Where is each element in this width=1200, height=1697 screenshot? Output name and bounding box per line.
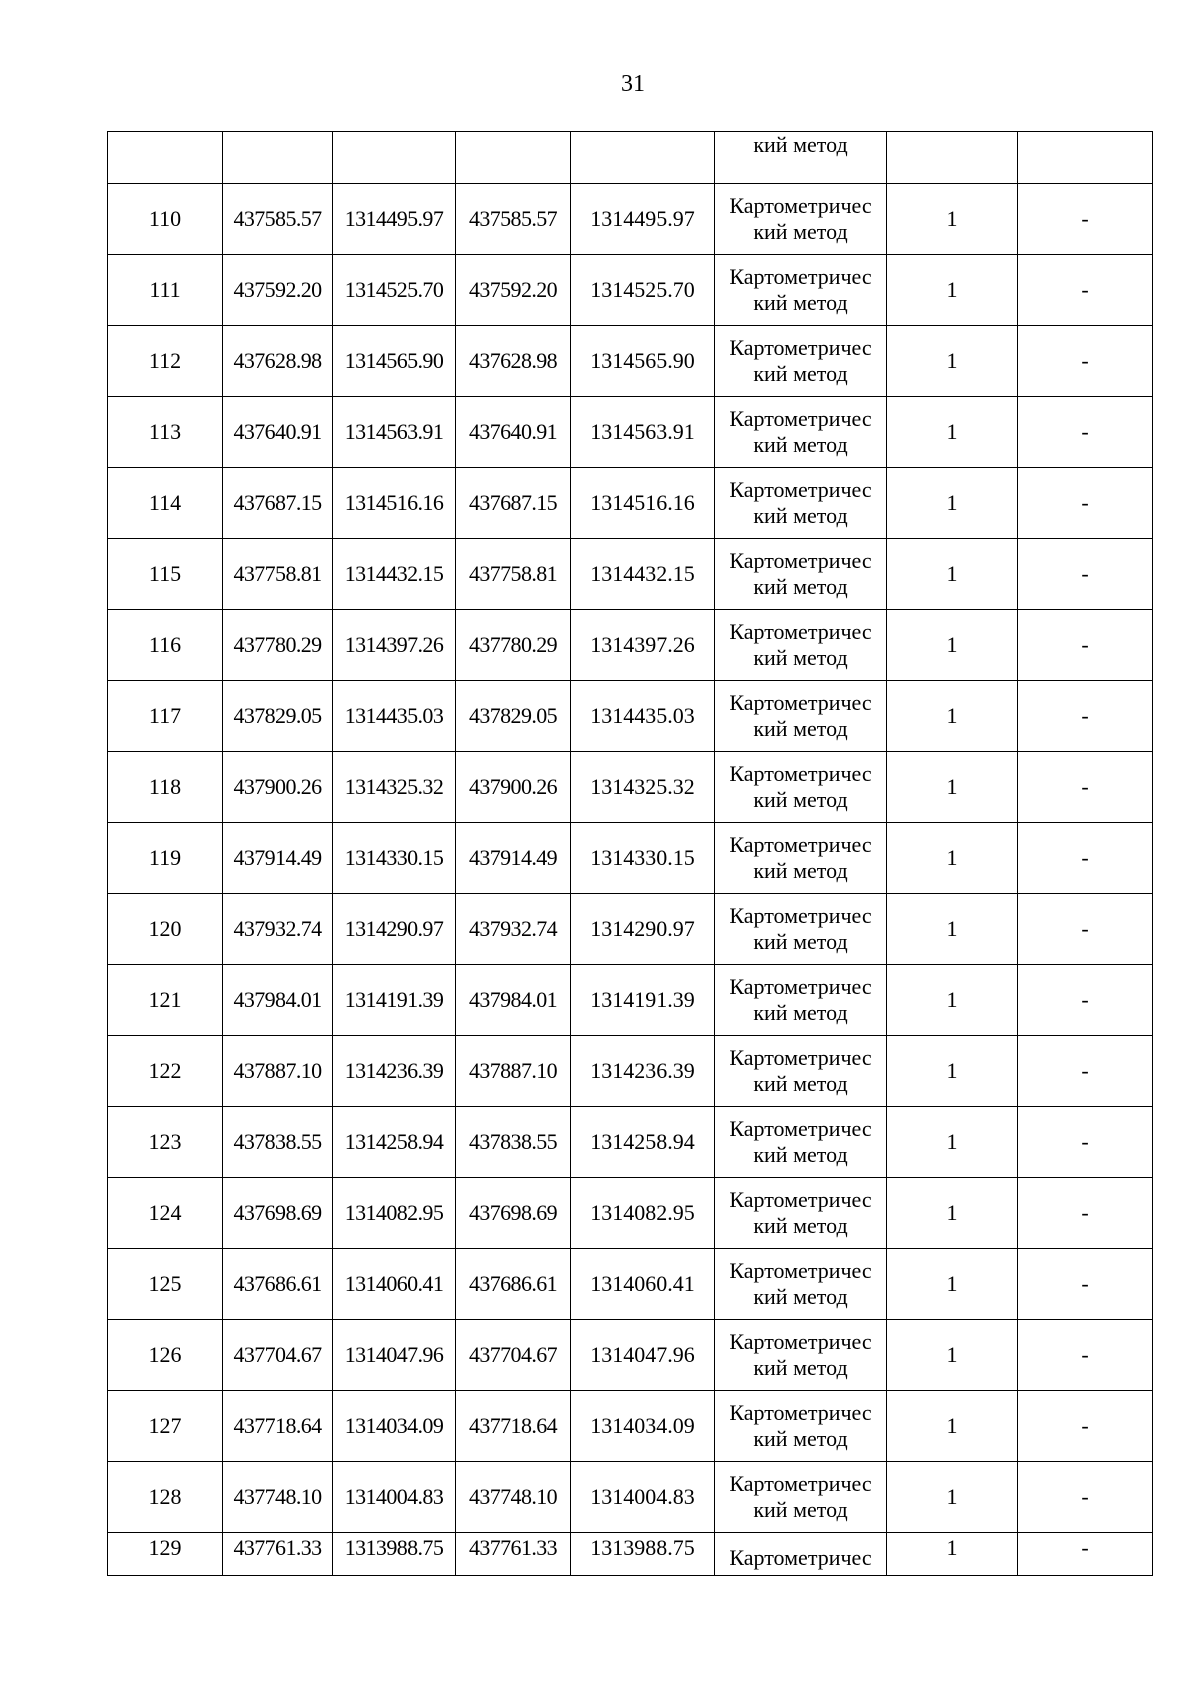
method-text-line: кий метод xyxy=(753,361,848,386)
x2-cell: 437932.74 xyxy=(456,894,571,965)
accuracy-cell: 1 xyxy=(887,681,1018,752)
y1-cell: 1314330.15 xyxy=(333,823,456,894)
x2-cell: 437585.57 xyxy=(456,184,571,255)
y2-cell: 1314397.26 xyxy=(571,610,715,681)
x2-cell: 437984.01 xyxy=(456,965,571,1036)
table-row xyxy=(108,1462,1153,1533)
x2-cell: 437914.49 xyxy=(456,823,571,894)
x1-cell: 437829.05 xyxy=(223,681,333,752)
note-cell: - xyxy=(1018,1533,1153,1576)
method-text-line: Картометричес xyxy=(729,832,872,857)
point-number-cell: 117 xyxy=(108,681,223,752)
note-cell: - xyxy=(1018,255,1153,326)
method-text-line: кий метод xyxy=(753,645,848,670)
y2-cell: 1314325.32 xyxy=(571,752,715,823)
method-cell xyxy=(715,184,887,255)
method-cell xyxy=(715,1533,887,1576)
method-text-line: Картометричес xyxy=(729,1116,872,1141)
y1-cell: 1314034.09 xyxy=(333,1391,456,1462)
table-row xyxy=(108,1320,1153,1391)
table-row xyxy=(108,894,1153,965)
note-cell: - xyxy=(1018,397,1153,468)
point-number-cell: 112 xyxy=(108,326,223,397)
table-row xyxy=(108,1107,1153,1178)
x2-cell: 437838.55 xyxy=(456,1107,571,1178)
method-text-line: кий метод xyxy=(753,787,848,812)
y2-cell: 1314432.15 xyxy=(571,539,715,610)
method-text-line: кий метод xyxy=(753,1497,848,1522)
y1-cell: 1314236.39 xyxy=(333,1036,456,1107)
point-number-cell: 111 xyxy=(108,255,223,326)
method-text-line: кий метод xyxy=(753,1142,848,1167)
method-text-line: Картометричес xyxy=(729,1258,872,1283)
method-text-line: Картометричес xyxy=(729,264,872,289)
x1-cell: 437640.91 xyxy=(223,397,333,468)
point-number-cell: 116 xyxy=(108,610,223,681)
table-row xyxy=(108,1249,1153,1320)
table-row xyxy=(108,184,1153,255)
point-number-cell: 123 xyxy=(108,1107,223,1178)
accuracy-cell: 1 xyxy=(887,468,1018,539)
x2-cell: 437640.91 xyxy=(456,397,571,468)
note-cell: - xyxy=(1018,965,1153,1036)
table-row xyxy=(108,1533,1153,1576)
method-text-line: кий метод xyxy=(753,432,848,457)
x1-cell: 437914.49 xyxy=(223,823,333,894)
note-cell: - xyxy=(1018,1320,1153,1391)
method-text-line: Картометричес xyxy=(729,1545,872,1570)
y2-cell: 1314004.83 xyxy=(571,1462,715,1533)
method-text-line: Картометричес xyxy=(729,406,872,431)
point-number-cell: 122 xyxy=(108,1036,223,1107)
method-cell xyxy=(715,132,887,184)
y1-cell: 1314060.41 xyxy=(333,1249,456,1320)
method-text-line: Картометричес xyxy=(729,1400,872,1425)
x1-cell: 437748.10 xyxy=(223,1462,333,1533)
accuracy-cell: 1 xyxy=(887,255,1018,326)
accuracy-cell: 1 xyxy=(887,1178,1018,1249)
method-text-line: Картометричес xyxy=(729,1187,872,1212)
accuracy-cell: 1 xyxy=(887,1320,1018,1391)
method-text-line: кий метод xyxy=(753,1355,848,1380)
table-row xyxy=(108,539,1153,610)
y2-cell: 1314563.91 xyxy=(571,397,715,468)
note-cell xyxy=(1018,132,1153,184)
method-cell xyxy=(715,255,887,326)
method-text-line: Картометричес xyxy=(729,477,872,502)
method-text-line: кий метод xyxy=(753,219,848,244)
y1-cell: 1314525.70 xyxy=(333,255,456,326)
x2-cell: 437758.81 xyxy=(456,539,571,610)
note-cell: - xyxy=(1018,894,1153,965)
table-row xyxy=(108,397,1153,468)
method-text-line: кий метод xyxy=(753,574,848,599)
method-cell xyxy=(715,1462,887,1533)
x2-cell: 437780.29 xyxy=(456,610,571,681)
x2-cell: 437718.64 xyxy=(456,1391,571,1462)
point-number-cell: 113 xyxy=(108,397,223,468)
method-cell xyxy=(715,752,887,823)
note-cell: - xyxy=(1018,184,1153,255)
method-cell xyxy=(715,1036,887,1107)
y1-cell: 1314258.94 xyxy=(333,1107,456,1178)
method-text-line: Картометричес xyxy=(729,1329,872,1354)
table-row xyxy=(108,752,1153,823)
accuracy-cell: 1 xyxy=(887,823,1018,894)
method-cell xyxy=(715,894,887,965)
note-cell: - xyxy=(1018,326,1153,397)
method-cell xyxy=(715,823,887,894)
method-cell xyxy=(715,1320,887,1391)
table-row xyxy=(108,823,1153,894)
y2-cell: 1314047.96 xyxy=(571,1320,715,1391)
accuracy-cell: 1 xyxy=(887,965,1018,1036)
y1-cell: 1314397.26 xyxy=(333,610,456,681)
point-number-cell: 129 xyxy=(108,1533,223,1576)
method-text-line: Картометричес xyxy=(729,761,872,786)
table-row xyxy=(108,965,1153,1036)
note-cell: - xyxy=(1018,1107,1153,1178)
method-text-line: кий метод xyxy=(753,290,848,315)
x1-cell: 437900.26 xyxy=(223,752,333,823)
method-cell xyxy=(715,539,887,610)
x2-cell: 437900.26 xyxy=(456,752,571,823)
note-cell: - xyxy=(1018,468,1153,539)
accuracy-cell: 1 xyxy=(887,326,1018,397)
table-row xyxy=(108,326,1153,397)
point-number-cell: 128 xyxy=(108,1462,223,1533)
y2-cell: 1314516.16 xyxy=(571,468,715,539)
method-text-line: Картометричес xyxy=(729,974,872,999)
x1-cell: 437887.10 xyxy=(223,1036,333,1107)
method-text-line: кий метод xyxy=(753,1071,848,1096)
y1-cell: 1314004.83 xyxy=(333,1462,456,1533)
note-cell: - xyxy=(1018,823,1153,894)
method-text-line: Картометричес xyxy=(729,548,872,573)
y2-cell: 1314330.15 xyxy=(571,823,715,894)
y1-cell: 1314191.39 xyxy=(333,965,456,1036)
x1-cell: 437628.98 xyxy=(223,326,333,397)
table-row-continuation xyxy=(108,132,1153,184)
x2-cell: 437686.61 xyxy=(456,1249,571,1320)
method-text-line: Картометричес xyxy=(729,903,872,928)
y2-cell: 1314191.39 xyxy=(571,965,715,1036)
coordinates-table xyxy=(107,131,1153,1576)
note-cell: - xyxy=(1018,1036,1153,1107)
x1-cell: 437984.01 xyxy=(223,965,333,1036)
note-cell: - xyxy=(1018,681,1153,752)
method-text-line: кий метод xyxy=(753,132,848,157)
note-cell: - xyxy=(1018,1178,1153,1249)
method-text-line: кий метод xyxy=(753,503,848,528)
method-cell xyxy=(715,468,887,539)
method-text-line: Картометричес xyxy=(729,690,872,715)
y1-cell: 1314435.03 xyxy=(333,681,456,752)
x2-cell: 437687.15 xyxy=(456,468,571,539)
table-row xyxy=(108,1036,1153,1107)
method-text-line: Картометричес xyxy=(729,193,872,218)
accuracy-cell: 1 xyxy=(887,1249,1018,1320)
accuracy-cell: 1 xyxy=(887,894,1018,965)
method-text-line: Картометричес xyxy=(729,619,872,644)
table-row xyxy=(108,468,1153,539)
point-number-cell: 121 xyxy=(108,965,223,1036)
method-text-line: кий метод xyxy=(753,858,848,883)
method-text-line: кий метод xyxy=(753,1426,848,1451)
y1-cell xyxy=(333,132,456,184)
accuracy-cell: 1 xyxy=(887,610,1018,681)
point-number-cell: 124 xyxy=(108,1178,223,1249)
table-row xyxy=(108,1391,1153,1462)
method-text-line: кий метод xyxy=(753,929,848,954)
method-text-line: Картометричес xyxy=(729,335,872,360)
method-text-line: Картометричес xyxy=(729,1471,872,1496)
x1-cell: 437704.67 xyxy=(223,1320,333,1391)
y2-cell: 1314435.03 xyxy=(571,681,715,752)
x1-cell: 437838.55 xyxy=(223,1107,333,1178)
note-cell: - xyxy=(1018,1249,1153,1320)
x1-cell: 437761.33 xyxy=(223,1533,333,1576)
method-cell xyxy=(715,610,887,681)
y1-cell: 1314290.97 xyxy=(333,894,456,965)
method-cell xyxy=(715,1178,887,1249)
method-text-line: кий метод xyxy=(753,1000,848,1025)
y2-cell: 1314290.97 xyxy=(571,894,715,965)
note-cell: - xyxy=(1018,1391,1153,1462)
page-number: 31 xyxy=(621,71,645,97)
y1-cell: 1314565.90 xyxy=(333,326,456,397)
point-number-cell: 118 xyxy=(108,752,223,823)
y2-cell xyxy=(571,132,715,184)
accuracy-cell: 1 xyxy=(887,539,1018,610)
x1-cell: 437718.64 xyxy=(223,1391,333,1462)
point-number-cell: 126 xyxy=(108,1320,223,1391)
x1-cell: 437686.61 xyxy=(223,1249,333,1320)
note-cell: - xyxy=(1018,752,1153,823)
x1-cell: 437592.20 xyxy=(223,255,333,326)
table-row xyxy=(108,681,1153,752)
point-number-cell: 119 xyxy=(108,823,223,894)
x2-cell: 437761.33 xyxy=(456,1533,571,1576)
accuracy-cell: 1 xyxy=(887,1391,1018,1462)
point-number-cell: 127 xyxy=(108,1391,223,1462)
note-cell: - xyxy=(1018,610,1153,681)
y1-cell: 1314516.16 xyxy=(333,468,456,539)
accuracy-cell: 1 xyxy=(887,184,1018,255)
method-cell xyxy=(715,397,887,468)
note-cell: - xyxy=(1018,539,1153,610)
x1-cell: 437687.15 xyxy=(223,468,333,539)
method-cell xyxy=(715,681,887,752)
x2-cell: 437592.20 xyxy=(456,255,571,326)
point-number-cell xyxy=(108,132,223,184)
method-text-line: Картометричес xyxy=(729,1045,872,1070)
table-row xyxy=(108,255,1153,326)
y1-cell: 1314082.95 xyxy=(333,1178,456,1249)
y1-cell: 1314495.97 xyxy=(333,184,456,255)
y2-cell: 1314495.97 xyxy=(571,184,715,255)
table-row xyxy=(108,1178,1153,1249)
x1-cell: 437780.29 xyxy=(223,610,333,681)
accuracy-cell: 1 xyxy=(887,1533,1018,1576)
x2-cell: 437748.10 xyxy=(456,1462,571,1533)
method-text-line: кий метод xyxy=(753,1284,848,1309)
y1-cell: 1314047.96 xyxy=(333,1320,456,1391)
y2-cell: 1313988.75 xyxy=(571,1533,715,1576)
method-cell xyxy=(715,1107,887,1178)
y2-cell: 1314060.41 xyxy=(571,1249,715,1320)
method-text-line: кий метод xyxy=(753,716,848,741)
method-cell xyxy=(715,1249,887,1320)
x2-cell: 437698.69 xyxy=(456,1178,571,1249)
y2-cell: 1314258.94 xyxy=(571,1107,715,1178)
method-cell xyxy=(715,965,887,1036)
table-body xyxy=(108,132,1153,1576)
accuracy-cell: 1 xyxy=(887,1036,1018,1107)
x1-cell: 437758.81 xyxy=(223,539,333,610)
x2-cell: 437704.67 xyxy=(456,1320,571,1391)
x1-cell: 437932.74 xyxy=(223,894,333,965)
accuracy-cell: 1 xyxy=(887,1462,1018,1533)
y2-cell: 1314082.95 xyxy=(571,1178,715,1249)
y2-cell: 1314565.90 xyxy=(571,326,715,397)
method-cell xyxy=(715,326,887,397)
x2-cell: 437628.98 xyxy=(456,326,571,397)
y2-cell: 1314236.39 xyxy=(571,1036,715,1107)
x1-cell: 437585.57 xyxy=(223,184,333,255)
accuracy-cell: 1 xyxy=(887,397,1018,468)
table-row xyxy=(108,610,1153,681)
y1-cell: 1314432.15 xyxy=(333,539,456,610)
accuracy-cell xyxy=(887,132,1018,184)
x2-cell xyxy=(456,132,571,184)
accuracy-cell: 1 xyxy=(887,1107,1018,1178)
y1-cell: 1314325.32 xyxy=(333,752,456,823)
note-cell: - xyxy=(1018,1462,1153,1533)
point-number-cell: 110 xyxy=(108,184,223,255)
x1-cell xyxy=(223,132,333,184)
method-text-line: кий метод xyxy=(753,1213,848,1238)
x2-cell: 437829.05 xyxy=(456,681,571,752)
accuracy-cell: 1 xyxy=(887,752,1018,823)
point-number-cell: 114 xyxy=(108,468,223,539)
x2-cell: 437887.10 xyxy=(456,1036,571,1107)
point-number-cell: 120 xyxy=(108,894,223,965)
point-number-cell: 125 xyxy=(108,1249,223,1320)
x1-cell: 437698.69 xyxy=(223,1178,333,1249)
method-cell xyxy=(715,1391,887,1462)
y2-cell: 1314525.70 xyxy=(571,255,715,326)
y2-cell: 1314034.09 xyxy=(571,1391,715,1462)
y1-cell: 1314563.91 xyxy=(333,397,456,468)
point-number-cell: 115 xyxy=(108,539,223,610)
y1-cell: 1313988.75 xyxy=(333,1533,456,1576)
